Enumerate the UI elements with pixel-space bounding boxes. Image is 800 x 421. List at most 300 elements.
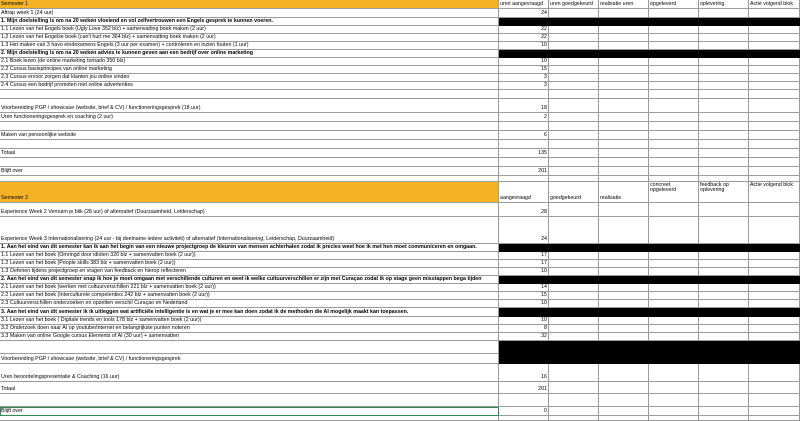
empty-cell[interactable] [599, 333, 649, 341]
empty-cell[interactable] [749, 58, 800, 66]
empty-cell[interactable] [649, 99, 699, 113]
empty-cell[interactable] [699, 90, 749, 99]
empty-cell[interactable] [699, 149, 749, 158]
empty-cell[interactable] [699, 58, 749, 66]
empty-cell[interactable] [499, 90, 549, 99]
empty-cell[interactable] [549, 292, 599, 300]
empty-cell[interactable] [0, 90, 499, 99]
empty-cell[interactable] [649, 333, 699, 341]
empty-cell[interactable] [599, 284, 649, 292]
row-value[interactable]: 17 [499, 260, 549, 268]
row-value[interactable]: 18 [499, 99, 549, 113]
empty-cell[interactable] [599, 34, 649, 42]
row-label[interactable]: Totaal [0, 382, 499, 394]
empty-cell[interactable] [599, 252, 649, 260]
row-label[interactable]: Blijft over [0, 167, 499, 176]
empty-cell[interactable] [749, 364, 800, 382]
empty-cell[interactable] [699, 158, 749, 167]
empty-cell[interactable] [699, 292, 749, 300]
empty-cell[interactable] [699, 82, 749, 90]
empty-cell[interactable] [749, 252, 800, 260]
empty-cell[interactable] [549, 66, 599, 74]
col-header-oplevering[interactable]: oplevering [699, 0, 749, 9]
col-header-realisatie-uren[interactable]: realisatie uren [599, 0, 649, 9]
row-label[interactable]: 2.2 Cursus basisprincipes van online marketing [0, 66, 499, 74]
empty-cell[interactable] [699, 217, 749, 244]
empty-cell[interactable] [599, 74, 649, 82]
empty-cell[interactable] [649, 149, 699, 158]
empty-cell[interactable] [599, 66, 649, 74]
table-row [0, 74, 800, 82]
row-value[interactable]: 14 [499, 284, 549, 292]
empty-cell[interactable] [749, 203, 800, 217]
semester1-title[interactable]: Semester 1 [0, 0, 499, 9]
empty-cell[interactable] [699, 268, 749, 276]
empty-cell[interactable] [549, 325, 599, 333]
empty-cell[interactable] [749, 66, 800, 74]
table-row [0, 300, 800, 308]
empty-cell[interactable] [599, 42, 649, 50]
objective-label[interactable]: 1. Aan het eind van dit semester kan ik aan het begin van een nieuwe projectgroep de kleuren van mensen achterhalen zodat ik precies weet hoe ik met hen moet communiceren en omgaan. [0, 244, 499, 252]
empty-cell[interactable] [599, 167, 649, 176]
row-label[interactable]: Aftrap week 1 (24 uur) [0, 9, 499, 18]
empty-cell[interactable] [599, 90, 649, 99]
empty-cell[interactable] [549, 364, 599, 382]
table-row [0, 66, 800, 74]
table-row [0, 252, 800, 260]
empty-cell[interactable] [649, 217, 699, 244]
table-row [0, 325, 800, 333]
empty-cell[interactable] [749, 284, 800, 292]
row-value[interactable]: 135 [499, 149, 549, 158]
empty-cell[interactable] [599, 158, 649, 167]
objective-row [0, 244, 800, 252]
empty-cell[interactable] [549, 58, 599, 66]
empty-cell[interactable] [749, 382, 800, 394]
empty-cell[interactable] [549, 394, 599, 407]
row-label[interactable]: 1.3 Oefenen tijdens projectgroep en vragen van feedback en hierop reflecteren [0, 268, 499, 276]
empty-cell[interactable] [649, 113, 699, 122]
table-row [0, 317, 800, 325]
table-row [0, 99, 800, 113]
empty-cell[interactable] [699, 407, 749, 416]
empty-cell[interactable] [599, 416, 649, 421]
empty-cell[interactable] [649, 122, 699, 131]
empty-cell[interactable] [649, 140, 699, 149]
row-value[interactable]: 15 [499, 66, 549, 74]
empty-cell[interactable] [749, 325, 800, 333]
empty-cell[interactable] [649, 58, 699, 66]
empty-cell[interactable] [549, 333, 599, 341]
row-value[interactable]: 10 [499, 317, 549, 325]
table-row [0, 217, 800, 244]
table-row [0, 140, 800, 149]
empty-cell[interactable] [499, 140, 549, 149]
empty-cell[interactable] [549, 203, 599, 217]
empty-cell[interactable] [649, 416, 699, 421]
table-row [0, 416, 800, 421]
row-label[interactable]: Voorbereiding PGP / showcase (website, brief & CV) / functioneringsgesprek (18 uur) [0, 99, 499, 113]
row-label[interactable]: 2.3 Cursus ervoor zorgen dat klanten jou online vinden [0, 74, 499, 82]
black-bar [499, 354, 800, 364]
row-label[interactable]: 3.2 Onderzoek doen naar AI op youtube/internet en belangrijkste punten noteren [0, 325, 499, 333]
col-header-actie-volgend-blok[interactable]: Actie volgend blok [749, 0, 800, 9]
empty-cell[interactable] [749, 149, 800, 158]
empty-cell[interactable] [749, 167, 800, 176]
empty-cell[interactable] [499, 394, 549, 407]
row-value[interactable]: 24 [499, 217, 549, 244]
empty-cell[interactable] [649, 300, 699, 308]
empty-cell[interactable] [749, 140, 800, 149]
row-label[interactable]: Maken van persoonlijke website [0, 131, 499, 140]
empty-cell[interactable] [749, 82, 800, 90]
selected-cell-blijft-over[interactable]: Blijft over [0, 407, 499, 416]
empty-cell[interactable] [749, 260, 800, 268]
empty-cell[interactable] [599, 99, 649, 113]
col-header-actie-volgend-blok[interactable]: Actie volgend blok [749, 182, 800, 203]
empty-cell[interactable] [749, 333, 800, 341]
empty-cell[interactable] [699, 34, 749, 42]
empty-cell[interactable] [549, 42, 599, 50]
black-bar [499, 341, 800, 354]
objective-bar [499, 18, 800, 26]
empty-cell[interactable] [599, 394, 649, 407]
empty-cell[interactable] [749, 34, 800, 42]
objective-label[interactable]: 2. Aan het eind van dit semester snap ik hoe je moet omgaan met verschillende culturen en weet ik welke cultuurverschillen er zijn met Curaçao zodat ik op stage geen misstappen bega tijden [0, 276, 499, 284]
empty-cell[interactable] [699, 317, 749, 325]
empty-cell[interactable] [599, 82, 649, 90]
table-row [0, 354, 800, 364]
empty-cell[interactable] [599, 131, 649, 140]
objective-row [0, 50, 800, 58]
row-label[interactable]: 3.3 Maken van online Google cursus Elements of AI (30 uur) + samenvatten [0, 333, 499, 341]
empty-cell[interactable] [649, 268, 699, 276]
empty-cell[interactable] [749, 9, 800, 18]
empty-cell[interactable] [699, 416, 749, 421]
empty-cell[interactable] [749, 394, 800, 407]
empty-cell[interactable] [749, 416, 800, 421]
objective-row [0, 276, 800, 284]
row-label[interactable]: 2.2 Lezen van het boek (Interculturele competenties 242 blz + samenvatten boek (2 uur)) [0, 292, 499, 300]
table-row [0, 42, 800, 50]
empty-cell[interactable] [699, 99, 749, 113]
table-row [0, 394, 800, 407]
empty-cell[interactable] [549, 268, 599, 276]
semester1-header-row [0, 0, 800, 9]
empty-cell[interactable] [549, 140, 599, 149]
empty-cell[interactable] [699, 300, 749, 308]
row-label[interactable]: 2.1 Lezen van het boek (werken met cultuurverschillen 221 blz + samenvatten boek (2 uur)) [0, 284, 499, 292]
empty-cell[interactable] [599, 122, 649, 131]
empty-cell[interactable] [699, 382, 749, 394]
table-row [0, 113, 800, 122]
empty-cell[interactable] [599, 203, 649, 217]
empty-cell[interactable] [649, 364, 699, 382]
table-row [0, 82, 800, 90]
empty-cell[interactable] [749, 407, 800, 416]
totaal-row [0, 149, 800, 158]
empty-cell[interactable] [549, 317, 599, 325]
row-label[interactable]: 1.1 Lezen van het boek (Omringd door idioten 320 blz + samenvatten boek (2 uur)) [0, 252, 499, 260]
empty-cell[interactable] [649, 325, 699, 333]
empty-cell[interactable] [599, 364, 649, 382]
empty-cell[interactable] [649, 260, 699, 268]
row-value[interactable]: 24 [499, 9, 549, 18]
empty-cell[interactable] [649, 82, 699, 90]
table-row [0, 284, 800, 292]
empty-cell[interactable] [699, 42, 749, 50]
empty-cell[interactable] [549, 158, 599, 167]
table-row [0, 364, 800, 382]
row-label[interactable]: 1.2 Lezen van het boek (People skills 383 blz + samenvatten boek (2 uur)) [0, 260, 499, 268]
row-value[interactable]: 22 [499, 34, 549, 42]
empty-cell[interactable] [649, 382, 699, 394]
empty-cell[interactable] [749, 158, 800, 167]
empty-cell[interactable] [599, 268, 649, 276]
empty-cell[interactable] [549, 131, 599, 140]
empty-cell[interactable] [499, 158, 549, 167]
table-row [0, 268, 800, 276]
empty-cell[interactable] [649, 167, 699, 176]
empty-cell[interactable] [649, 26, 699, 34]
row-label[interactable]: Experience Week 2 Vernuim je blik (28 uur) of alternatief (Duurzaamheid, Leiderschap) [0, 203, 499, 217]
empty-cell[interactable] [599, 382, 649, 394]
empty-cell[interactable] [699, 260, 749, 268]
empty-cell[interactable] [599, 325, 649, 333]
empty-cell[interactable] [0, 122, 499, 131]
empty-cell[interactable] [699, 74, 749, 82]
row-label[interactable]: 2.1 Boek lezen (de online marketing tornado 350 blz) [0, 58, 499, 66]
row-value[interactable]: 10 [499, 58, 549, 66]
empty-cell[interactable] [699, 113, 749, 122]
row-value[interactable]: 201 [499, 382, 549, 394]
row-value[interactable]: 10 [499, 300, 549, 308]
empty-cell[interactable] [0, 416, 499, 421]
col-header-goedgekeurd[interactable]: goedgekeurd [549, 182, 599, 203]
empty-cell[interactable] [599, 407, 649, 416]
empty-cell[interactable] [699, 333, 749, 341]
row-label[interactable]: Experience Week 3 Internationalisering (24 uur - bij deelname iedere activiteit) of alternatief (Internationalisering, Leiderschap, Duurzaamheid) [0, 217, 499, 244]
objective-label[interactable]: 1. Mijn doelstelling is om na 20 weken vloeiend en vol zelfvertrouwen een Engels gesprek te kunnen voeren. [0, 18, 499, 26]
empty-cell[interactable] [649, 252, 699, 260]
row-value[interactable]: 32 [499, 333, 549, 341]
semester2-header-row [0, 182, 800, 203]
row-value[interactable]: 15 [499, 292, 549, 300]
empty-cell[interactable] [699, 140, 749, 149]
row-value[interactable]: 6 [499, 131, 549, 140]
empty-cell[interactable] [699, 131, 749, 140]
table-row [0, 122, 800, 131]
empty-cell[interactable] [749, 292, 800, 300]
empty-cell[interactable] [0, 158, 499, 167]
empty-cell[interactable] [599, 260, 649, 268]
table-row [0, 333, 800, 341]
empty-cell[interactable] [549, 149, 599, 158]
table-row [0, 260, 800, 268]
objective-label[interactable]: 3. Aan het eind van dit semester ik ik uitleggen wat artificiële intelligentie is en wat je er mee kan doen zodat ik de methoden die AI mogelijk maakt kan toepassen. [0, 308, 499, 317]
empty-cell[interactable] [549, 99, 599, 113]
row-value[interactable]: 2 [499, 113, 549, 122]
col-header-realisatie[interactable]: realisatie [599, 182, 649, 203]
empty-cell[interactable] [699, 325, 749, 333]
blijft-over-row [0, 407, 800, 416]
empty-cell[interactable] [649, 66, 699, 74]
empty-cell[interactable] [649, 74, 699, 82]
row-value[interactable]: 0 [499, 407, 549, 416]
empty-cell[interactable] [499, 416, 549, 421]
blijft-over-row [0, 167, 800, 176]
empty-cell[interactable] [749, 317, 800, 325]
empty-cell[interactable] [549, 167, 599, 176]
empty-cell[interactable] [549, 113, 599, 122]
objective-label[interactable]: 2. Mijn doelstelling is om na 20 weken advies te kunnen geven aan een bedrijf over online marketing [0, 50, 499, 58]
empty-cell[interactable] [549, 300, 599, 308]
empty-cell[interactable] [749, 131, 800, 140]
empty-cell[interactable] [549, 260, 599, 268]
row-value[interactable]: 22 [499, 26, 549, 34]
objective-bar [499, 276, 800, 284]
empty-cell[interactable] [699, 66, 749, 74]
row-value[interactable]: 3 [499, 74, 549, 82]
empty-cell[interactable] [749, 217, 800, 244]
row-label[interactable]: Totaal [0, 149, 499, 158]
table-row [0, 203, 800, 217]
row-label[interactable]: 3.1 Lezen van het boek ( Digitale trends en tools 178 blz + samenvatten boek (2 uur)) [0, 317, 499, 325]
empty-cell[interactable] [599, 58, 649, 66]
col-header-uren-goedgekeurd[interactable]: uren goedgekeurd [549, 0, 599, 9]
table-row [0, 34, 800, 42]
empty-cell[interactable] [549, 382, 599, 394]
empty-cell[interactable] [749, 122, 800, 131]
empty-cell[interactable] [549, 9, 599, 18]
empty-cell[interactable] [549, 217, 599, 244]
empty-cell[interactable] [699, 394, 749, 407]
empty-cell[interactable] [599, 292, 649, 300]
empty-cell[interactable] [599, 26, 649, 34]
totaal-row [0, 382, 800, 394]
empty-cell[interactable] [749, 268, 800, 276]
empty-cell[interactable] [599, 217, 649, 244]
empty-cell[interactable] [599, 9, 649, 18]
objective-row [0, 308, 800, 317]
empty-cell[interactable] [749, 300, 800, 308]
row-label[interactable]: 1.3 Het maken van 3 havo eindexamens Engels (3 uur per examen) + controleren en inzien fouten (1 uur) [0, 42, 499, 50]
table-row [0, 58, 800, 66]
empty-cell[interactable] [699, 203, 749, 217]
empty-cell[interactable] [699, 284, 749, 292]
col-header-uren-aangevraagd[interactable]: uren aangevraagd [499, 0, 549, 9]
empty-cell[interactable] [549, 90, 599, 99]
row-value[interactable]: 10 [499, 268, 549, 276]
empty-cell[interactable] [549, 74, 599, 82]
row-label[interactable]: Uren functioneringsgesprek en coaching (2 uur) [0, 113, 499, 122]
table-row [0, 292, 800, 300]
objective-bar [499, 244, 800, 252]
empty-cell[interactable] [699, 252, 749, 260]
empty-cell[interactable] [749, 90, 800, 99]
col-header-aangevraagd[interactable]: aangevraagd [499, 182, 549, 203]
empty-cell[interactable] [549, 252, 599, 260]
semester2-title[interactable]: Semester 2 [0, 182, 499, 203]
row-label[interactable]: 1.2 Lezen van het Engelse boek (can't hurt me 364 blz) + samenvatting boek maken (2 uur) [0, 34, 499, 42]
empty-cell[interactable] [549, 82, 599, 90]
empty-cell[interactable] [549, 122, 599, 131]
row-label[interactable]: Uren beoordelingspresentatie & Coaching (16 uur) [0, 364, 499, 382]
empty-cell[interactable] [0, 341, 499, 354]
row-value[interactable]: 201 [499, 167, 549, 176]
empty-cell[interactable] [599, 140, 649, 149]
empty-cell[interactable] [749, 26, 800, 34]
empty-cell[interactable] [599, 149, 649, 158]
objective-bar [499, 50, 800, 58]
empty-cell[interactable] [649, 203, 699, 217]
table-row [0, 9, 800, 18]
col-header-feedback-op-oplevering[interactable]: feedback op oplevering [699, 182, 749, 203]
empty-cell[interactable] [649, 407, 699, 416]
empty-cell[interactable] [649, 90, 699, 99]
empty-cell[interactable] [549, 34, 599, 42]
empty-cell[interactable] [499, 122, 549, 131]
empty-cell[interactable] [649, 317, 699, 325]
empty-cell[interactable] [699, 364, 749, 382]
empty-cell[interactable] [649, 9, 699, 18]
empty-cell[interactable] [649, 394, 699, 407]
empty-cell[interactable] [649, 284, 699, 292]
empty-cell[interactable] [599, 113, 649, 122]
empty-cell[interactable] [749, 113, 800, 122]
row-label[interactable]: 2.4 Cursus een bedrijf promoten met online advertenties [0, 82, 499, 90]
table-row [0, 131, 800, 140]
empty-cell[interactable] [0, 394, 499, 407]
empty-cell[interactable] [649, 42, 699, 50]
empty-cell[interactable] [749, 99, 800, 113]
row-label[interactable]: Voorbereiding PGP / showcase (website, brief & CV) / functioneringsgesprek [0, 354, 499, 364]
empty-cell[interactable] [0, 140, 499, 149]
row-value[interactable]: 28 [499, 203, 549, 217]
empty-cell[interactable] [649, 158, 699, 167]
empty-cell[interactable] [549, 284, 599, 292]
row-value[interactable]: 10 [499, 42, 549, 50]
row-value[interactable]: 17 [499, 252, 549, 260]
objective-bar [499, 308, 800, 317]
row-label[interactable]: 1.1 Lezen van het Engels boek (Ugly Love 352 blz) + samenvatting boek maken (2 uur) [0, 26, 499, 34]
empty-cell[interactable] [549, 26, 599, 34]
empty-cell[interactable] [749, 74, 800, 82]
empty-cell[interactable] [649, 292, 699, 300]
empty-cell[interactable] [599, 317, 649, 325]
empty-cell[interactable] [649, 34, 699, 42]
empty-cell[interactable] [699, 9, 749, 18]
col-header-concreet-opgeleverd[interactable]: concreet opgeleverd [649, 182, 699, 203]
row-value[interactable]: 16 [499, 364, 549, 382]
empty-cell[interactable] [549, 416, 599, 421]
table-row [0, 158, 800, 167]
row-label[interactable]: 2.3 Cultuurverschillen onderzoeken en opzetten verschil Curaçao en Nederland [0, 300, 499, 308]
table-row [0, 90, 800, 99]
empty-cell[interactable] [699, 167, 749, 176]
table-row [0, 341, 800, 354]
empty-cell[interactable] [549, 407, 599, 416]
empty-cell[interactable] [649, 131, 699, 140]
row-value[interactable]: 8 [499, 325, 549, 333]
objective-row [0, 18, 800, 26]
empty-cell[interactable] [699, 122, 749, 131]
empty-cell[interactable] [749, 42, 800, 50]
row-value[interactable]: 3 [499, 82, 549, 90]
empty-cell[interactable] [699, 26, 749, 34]
empty-cell[interactable] [599, 300, 649, 308]
col-header-opgeleverd[interactable]: opgeleverd [649, 0, 699, 9]
